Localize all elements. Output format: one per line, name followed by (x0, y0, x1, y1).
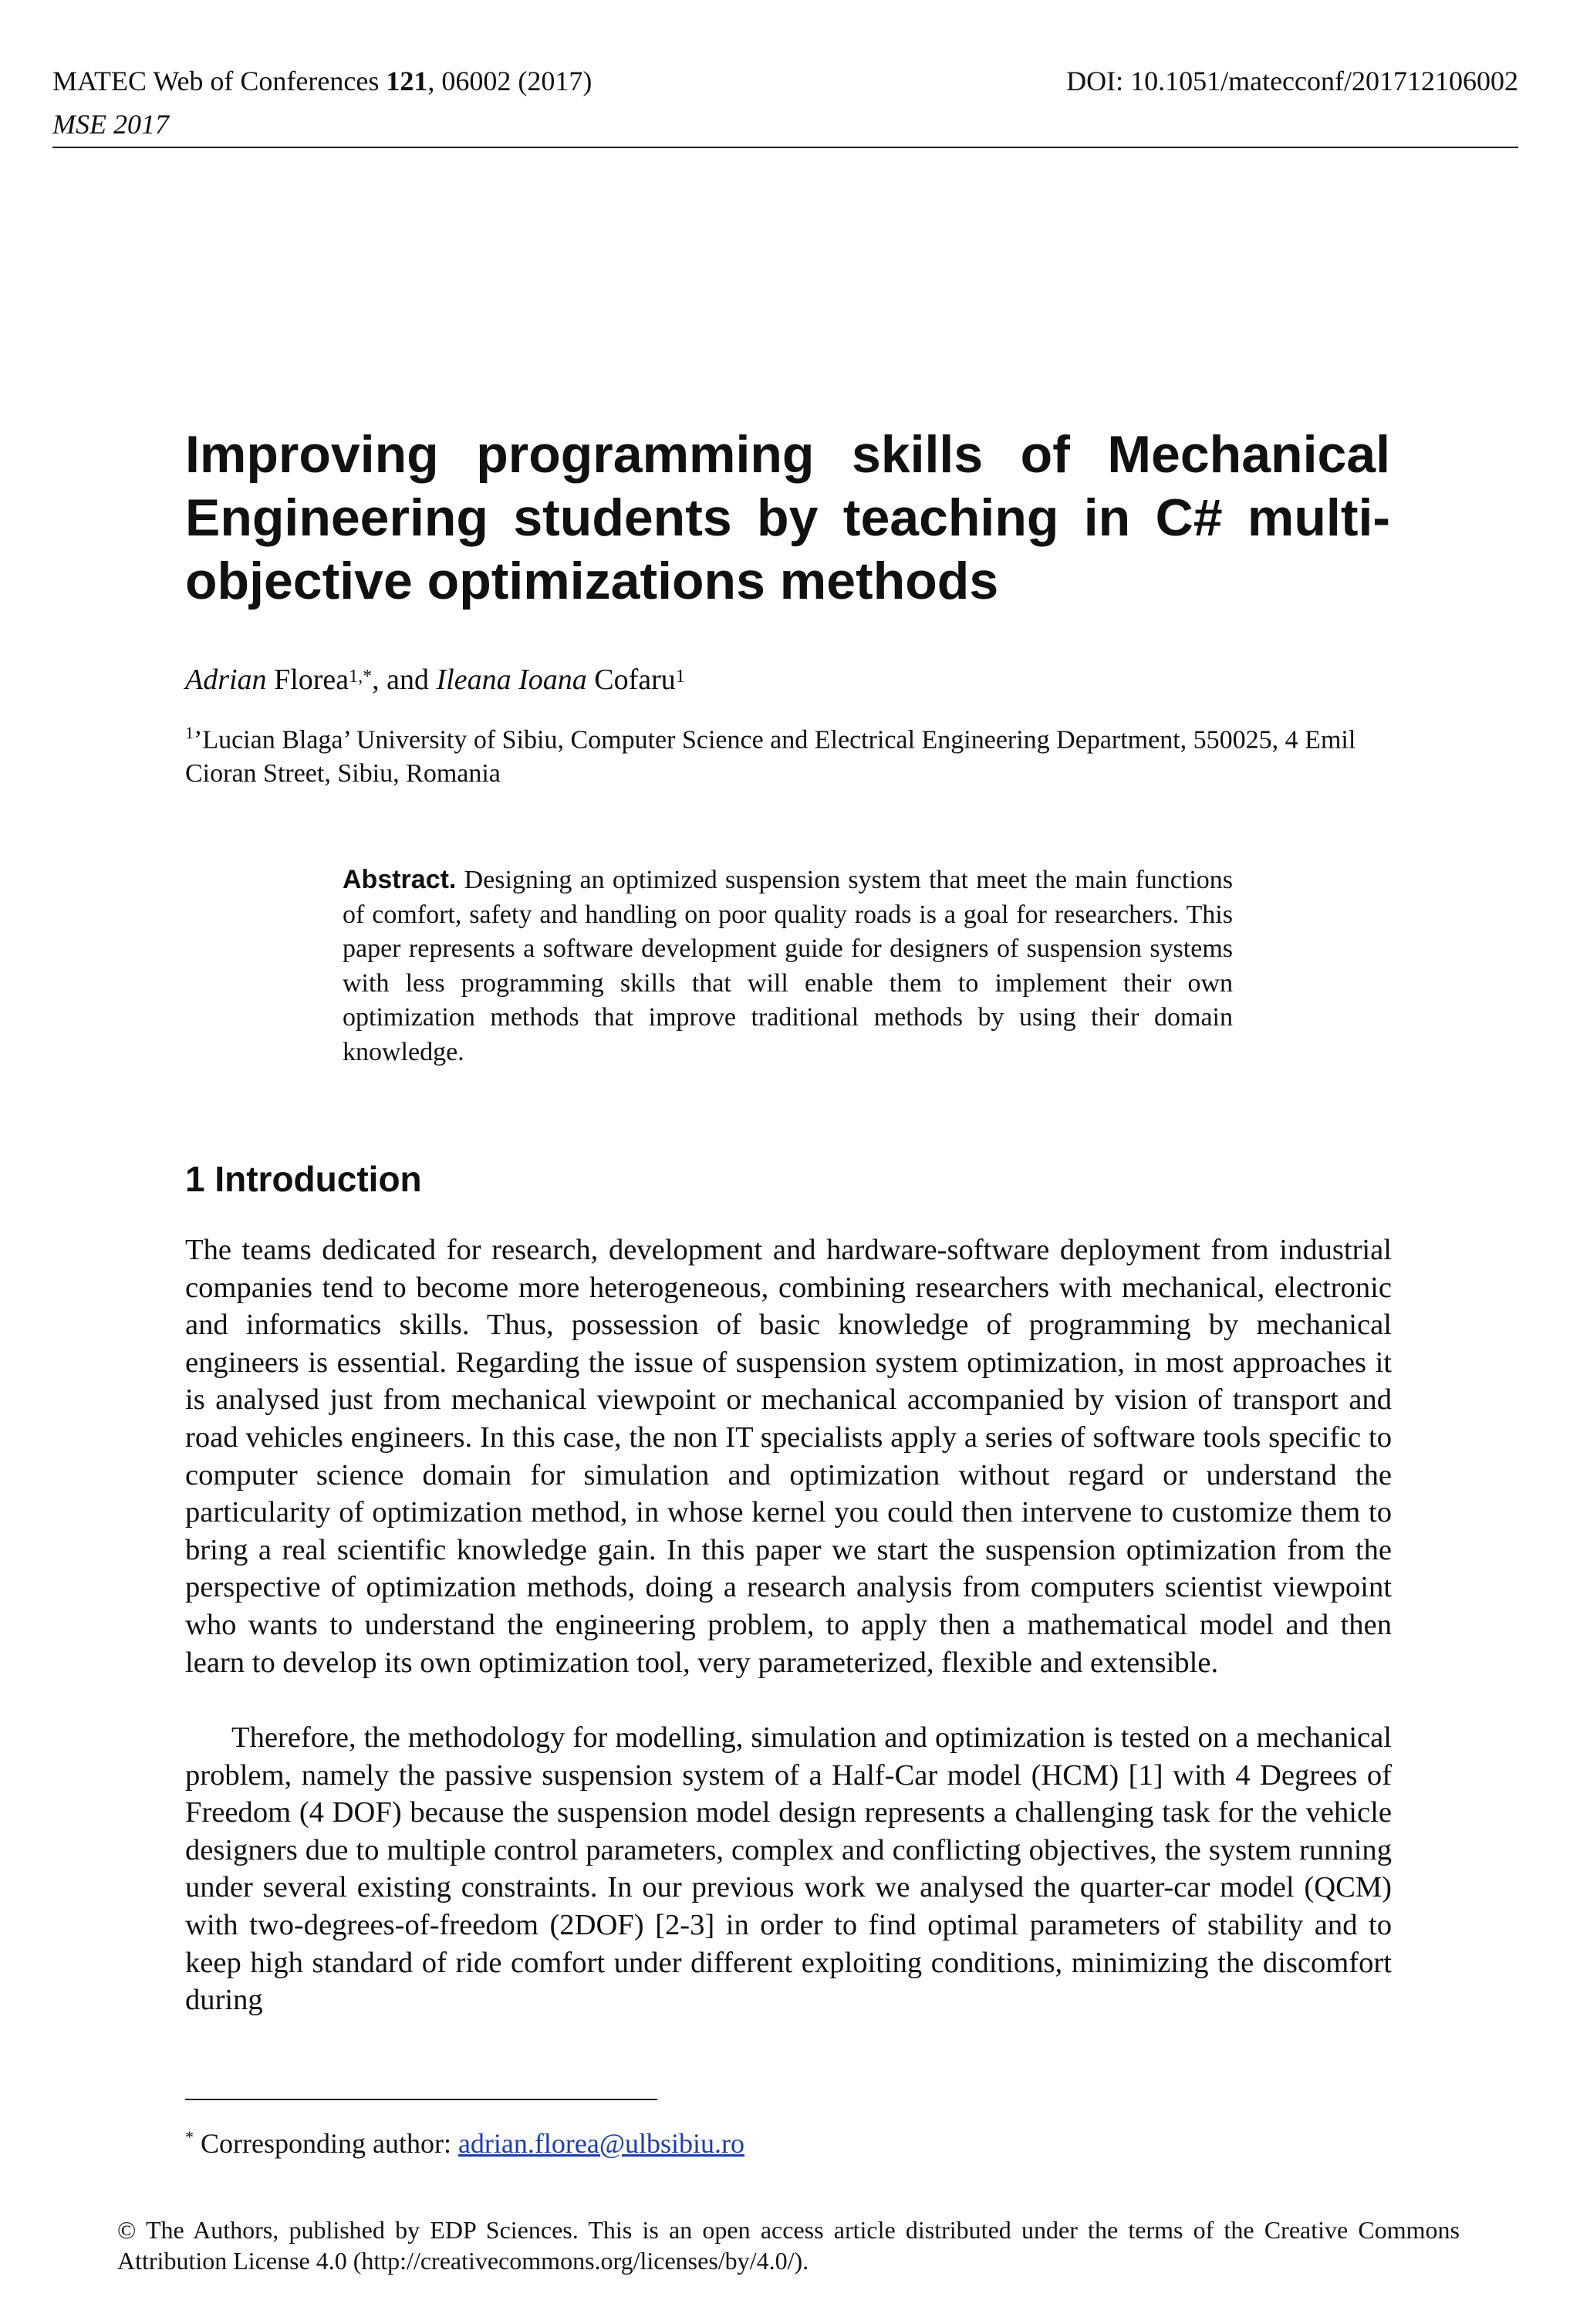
abstract-text: Designing an optimized suspension system that meet the main functions of comfort, safety and handling on poor quality roads is a goal for researchers. This paper represents a software development guide for designers of suspension systems with less programming skills that will enable them to implement their own optimization methods that improve traditional methods by using their domain knowledge. (343, 866, 1233, 1066)
paper-title: Improving programming skills of Mechanical Engineering students by teaching in C# multi-objective optimizations methods (185, 425, 1390, 610)
doi: DOI: 10.1051/matecconf/201712106002 (1066, 66, 1518, 96)
conference-name: MSE 2017 (52, 109, 169, 140)
author-list (185, 662, 685, 698)
footnote (185, 2120, 744, 2160)
abstract-label: Abstract. (343, 865, 457, 894)
author-2-affiliation-mark: 1 (675, 667, 685, 687)
introduction-paragraph-2: Therefore, the methodology for modelling, simulation and optimization is tested on a mechanical problem, namely the passive suspension system of a Half-Car model (HCM) [1] with 4 Degrees of Freedom (4 DOF) because the suspension model design represents a challenging task for the vehicle designers due to multiple control parameters, complex and conflicting objectives, the system running under several existing constraints. In our previous work we analysed the quarter-car model (QCM) with two-degrees-of-freedom (2DOF) [2-3] in order to find optimal parameters of stability and to keep high standard of ride comfort under different exploiting conditions, minimizing the discomfort during (185, 1721, 1392, 2017)
author-1-given-name: Adrian (185, 664, 267, 696)
journal-citation (52, 65, 592, 97)
journal-volume: 121 (386, 66, 428, 96)
affiliation-text: ’Lucian Blaga’ University of Sibiu, Computer Science and Electrical Engineering Department, 550025, 4 Emil Cioran Street, Sibiu, Romania (185, 725, 1356, 789)
footnote-mark: * (185, 2127, 194, 2147)
section-heading-introduction: 1 Introduction (185, 1159, 422, 1199)
footnote-label: Corresponding author: (194, 2128, 458, 2159)
journal-article-number: , 06002 (2017) (427, 66, 592, 96)
license-notice: © The Authors, published by EDP Sciences. This is an open access article distributed under the terms of the Creative Commons Attribution License 4.0 (http://creativecommons.org/licenses/by/4.0/). (117, 2216, 1460, 2275)
author-1-affiliation-mark: 1,* (349, 667, 373, 687)
author-email-link[interactable]: adrian.florea@ulbsibiu.ro (457, 2128, 744, 2159)
author-separator: , and (372, 664, 437, 696)
abstract (343, 863, 1233, 1069)
author-1-family-name: Florea (266, 664, 349, 696)
header-rule (52, 147, 1518, 148)
affiliation-mark: 1 (185, 723, 194, 742)
journal-name: MATEC Web of Conferences (52, 66, 387, 96)
author-2-given-name: Ileana Ioana (436, 664, 587, 696)
affiliation (185, 716, 1396, 791)
author-2-family-name: Cofaru (586, 664, 676, 696)
introduction-paragraph-1: The teams dedicated for research, development and hardware-software deployment from industrial companies tend to become more heterogeneous, combining researchers with mechanical, electronic and informatics skills. Thus, possession of basic knowledge of programming by mechanical engineers is essential. Regarding the issue of suspension system optimization, in most approaches it is analysed just from mechanical viewpoint or mechanical accompanied by vision of transport and road vehicles engineers. In this case, the non IT specialists apply a series of software tools specific to computer science domain for simulation and optimization without regard or understand the particularity of optimization method, in whose kernel you could then intervene to customize them to bring a real scientific knowledge gain. In this paper we start the suspension optimization from the perspective of optimization methods, doing a research analysis from computers scientist viewpoint who wants to understand the engineering problem, to apply then a mathematical model and then learn to develop its own optimization tool, very parameterized, flexible and extensible. (185, 1234, 1392, 1679)
footnote-rule (185, 2099, 657, 2100)
